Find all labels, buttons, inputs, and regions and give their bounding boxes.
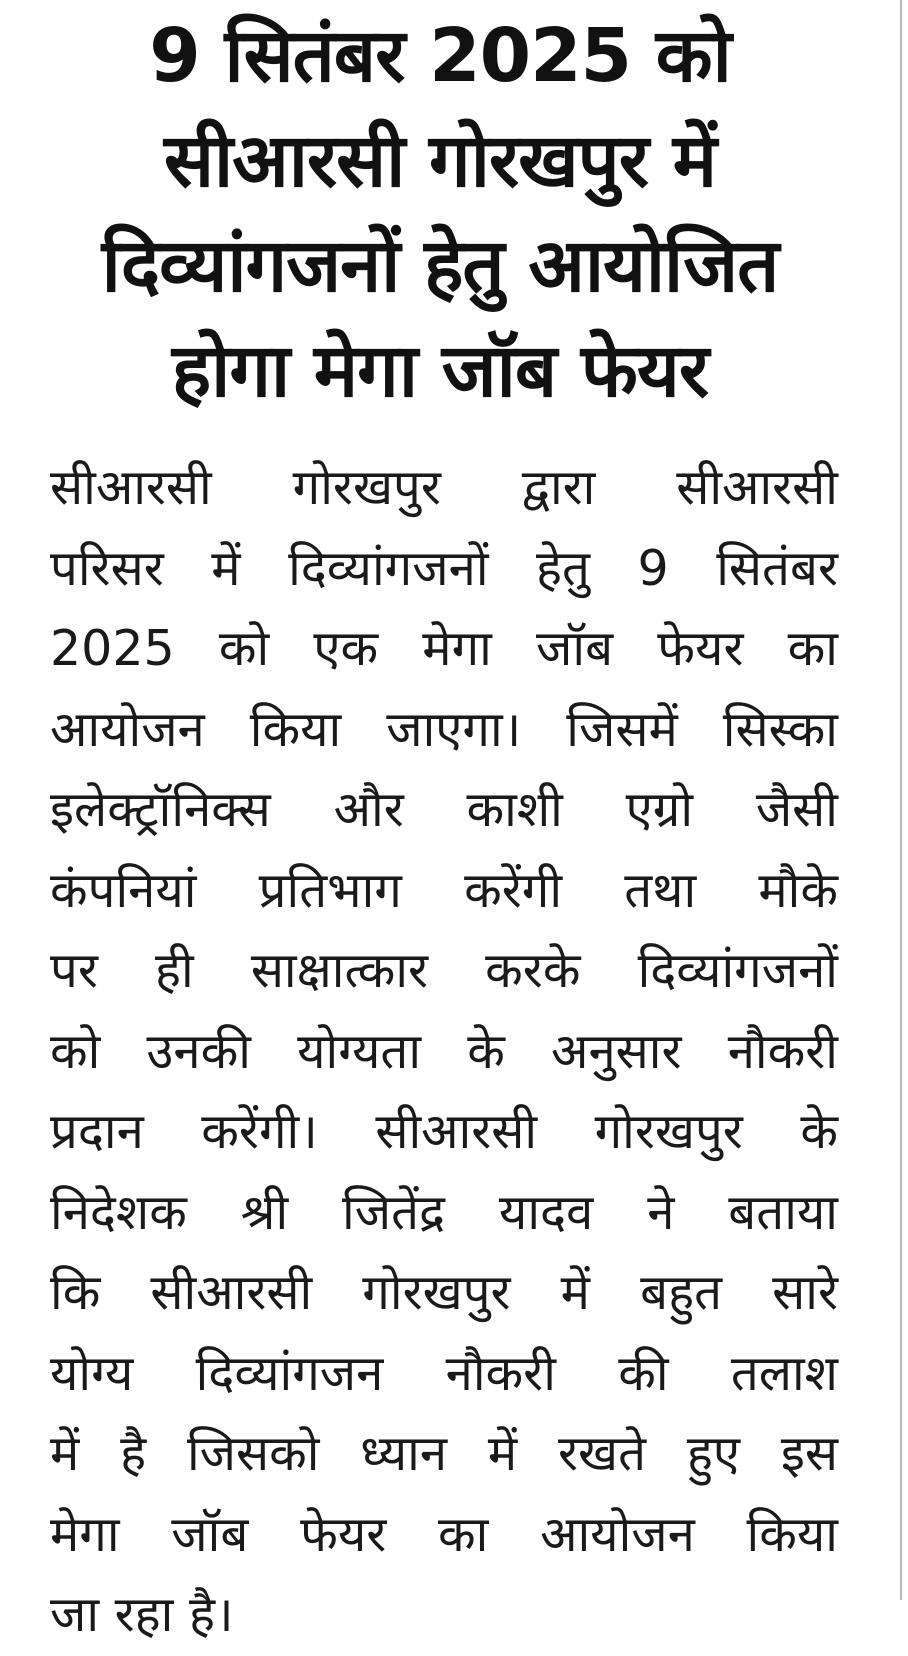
body-line: प्रदान करेंगी। सीआरसी गोरखपुर के bbox=[50, 1103, 838, 1160]
body-line: सीआरसी गोरखपुर द्वारा सीआरसी bbox=[50, 459, 838, 516]
body-line: में है जिसको ध्यान में रखते हुए इस bbox=[50, 1425, 838, 1482]
body-line: आयोजन किया जाएगा। जिसमें सिस्का bbox=[50, 700, 838, 758]
column-divider bbox=[900, 0, 902, 1600]
headline-line: सीआरसी गोरखपुर में bbox=[164, 118, 716, 204]
body-line: निदेशक श्री जितेंद्र यादव ने बताया bbox=[50, 1183, 838, 1241]
body-line: 2025 को एक मेगा जॉब फेयर का bbox=[50, 620, 838, 677]
body-line: जा रहा है। bbox=[50, 1586, 234, 1643]
headline-line: होगा मेगा जॉब फेयर bbox=[171, 328, 709, 414]
body-line: परिसर में दिव्यांगजनों हेतु 9 सितंबर bbox=[50, 539, 838, 597]
body-line: कि सीआरसी गोरखपुर में बहुत सारे bbox=[50, 1264, 838, 1321]
headline bbox=[30, 4, 850, 424]
body-line: इलेक्ट्रॉनिक्स और काशी एग्रो जैसी bbox=[50, 781, 838, 838]
headline-line: 9 सितंबर 2025 को bbox=[149, 13, 731, 99]
body-line: कंपनियां प्रतिभाग करेंगी तथा मौके bbox=[50, 861, 838, 919]
body-line: पर ही साक्षात्कार करके दिव्यांगजनों bbox=[50, 942, 838, 999]
headline-line: दिव्यांगजनों हेतु आयोजित bbox=[101, 223, 779, 309]
article-body bbox=[50, 448, 838, 1656]
body-line: मेगा जॉब फेयर का आयोजन किया bbox=[50, 1505, 838, 1563]
body-line: को उनकी योग्यता के अनुसार नौकरी bbox=[50, 1022, 838, 1080]
body-line: योग्य दिव्यांगजन नौकरी की तलाश bbox=[50, 1344, 838, 1402]
